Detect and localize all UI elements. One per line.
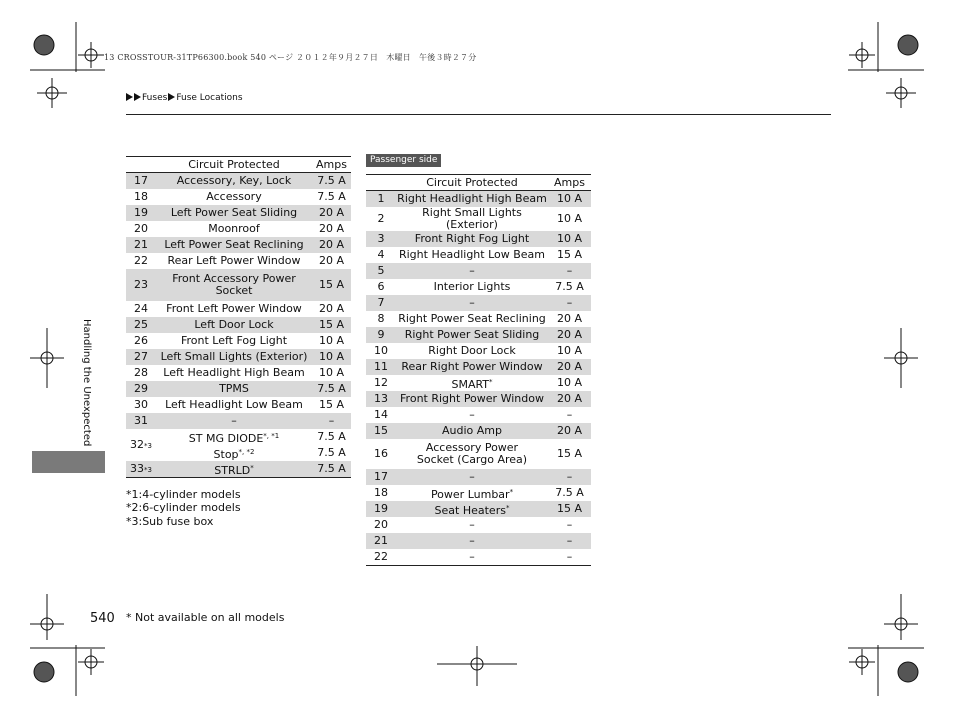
column-header-circuit: Circuit Protected: [156, 157, 312, 173]
circuit-name: [156, 461, 312, 478]
amps-value: 7.5 A: [317, 430, 346, 443]
table-row: [366, 501, 591, 517]
circuit-name: [156, 221, 312, 237]
amps-value: 10 A: [556, 376, 583, 389]
circuit-name: [396, 207, 548, 231]
print-filename: 13 CROSSTOUR-31TP66300.book 540 ページ ２０１２年９月２７日 木曜日 午後３時２７分: [104, 53, 477, 62]
circuit-text: –: [469, 408, 475, 421]
amps-value: 10 A: [318, 334, 345, 347]
table-row: [126, 461, 351, 478]
circuit-name: [396, 279, 548, 295]
column-header-circuit: Circuit Protected: [396, 175, 548, 191]
table-row: [366, 469, 591, 485]
circuit-text: Interior Lights: [433, 280, 511, 293]
circuit-text: Right Headlight Low Beam: [398, 248, 546, 261]
fuse-number: 19: [366, 501, 396, 517]
table-row: [366, 279, 591, 295]
fuse-number: 7: [366, 295, 396, 311]
fuse-number: [126, 461, 156, 478]
fuse-number: 10: [374, 344, 388, 357]
fuse-number: 11: [366, 359, 396, 375]
circuit-text: –: [469, 470, 475, 483]
table-row: [366, 295, 591, 311]
circuit-name: [396, 375, 548, 391]
circuit-text: –: [469, 550, 475, 563]
fuse-number: 27: [126, 349, 156, 365]
table-row: [126, 445, 351, 461]
circuit-text: Left Power Seat Sliding: [170, 206, 298, 219]
footnote-marker: *: [250, 463, 254, 472]
circuit-text: Left Door Lock: [194, 318, 274, 331]
fuse-number: 12: [374, 376, 388, 389]
table-row: [366, 343, 591, 359]
circuit-text: STRLD: [214, 463, 251, 477]
footnote-marker: *, *2: [238, 447, 255, 456]
circuit-name: [396, 359, 548, 375]
circuit-name: [396, 423, 548, 439]
amps-value: –: [566, 518, 573, 531]
column-header-number: [126, 157, 156, 173]
circuit-name: [396, 231, 548, 247]
circuit-text: Right Small Lights (Exterior): [422, 206, 522, 231]
circuit-name: [156, 173, 312, 190]
fuse-number: 30: [134, 398, 148, 411]
circuit-text: –: [469, 518, 475, 531]
table-row: [366, 407, 591, 423]
amps-value: 15 A: [312, 269, 351, 301]
fuse-number: 9: [366, 327, 396, 343]
footnote-marker: *: [505, 503, 510, 512]
circuit-text: Right Door Lock: [428, 344, 516, 357]
circuit-name: [156, 205, 312, 221]
circuit-name: [156, 365, 312, 381]
circuit-text: Rear Left Power Window: [167, 254, 301, 267]
table-row: [126, 173, 351, 190]
footnote-marker: *3: [144, 441, 152, 450]
circuit-name: [396, 485, 548, 501]
amps-value: 20 A: [318, 302, 345, 315]
table-row: [366, 533, 591, 549]
table-row: [366, 517, 591, 533]
fuse-table-a: [126, 156, 351, 478]
fuse-number: 24: [134, 302, 148, 315]
circuit-text: Front Accessory Power Socket: [172, 272, 296, 297]
circuit-name: [396, 533, 548, 549]
amps-value: –: [548, 549, 591, 566]
amps-value: 20 A: [548, 327, 591, 343]
circuit-name: [396, 549, 548, 566]
table-row: [366, 207, 591, 231]
table-row: [126, 429, 351, 445]
amps-value: –: [566, 408, 573, 421]
amps-value: –: [548, 295, 591, 311]
circuit-name: [396, 263, 548, 279]
table-row: [366, 375, 591, 391]
amps-value: 15 A: [556, 248, 583, 261]
circuit-text: Left Power Seat Reclining: [164, 238, 304, 251]
page-number: 540: [90, 611, 115, 626]
side-section-label: Handling the Unexpected: [81, 319, 92, 447]
table-row: [366, 327, 591, 343]
amps-value: 10 A: [556, 344, 583, 357]
amps-value: 7.5 A: [312, 381, 351, 397]
bottom-footnote: * Not available on all models: [126, 611, 285, 624]
amps-value: 15 A: [556, 447, 583, 460]
circuit-text: Stop: [213, 447, 239, 461]
note-item: *2:6-cylinder models: [126, 501, 241, 515]
table-row: [366, 391, 591, 407]
amps-value: 7.5 A: [555, 486, 584, 499]
amps-value: 7.5 A: [317, 190, 346, 203]
fuse-number: 16: [374, 447, 388, 460]
table-row: [126, 333, 351, 349]
amps-value: 20 A: [312, 237, 351, 253]
fuse-number: 17: [366, 469, 396, 485]
table-row: [126, 301, 351, 317]
table-row: [366, 485, 591, 501]
circuit-name: [396, 311, 548, 327]
circuit-text: Right Power Seat Sliding: [404, 328, 540, 341]
circuit-text: Right Power Seat Reclining: [398, 312, 546, 325]
fuse-number: 2: [377, 212, 385, 225]
footnote-marker: *: [489, 377, 493, 386]
circuit-name: [396, 247, 548, 263]
fuse-number: 4: [377, 248, 385, 261]
amps-value: 20 A: [318, 254, 345, 267]
circuit-name: [156, 429, 312, 445]
amps-value: 7.5 A: [312, 173, 351, 190]
amps-value: –: [548, 263, 591, 279]
circuit-name: [396, 191, 548, 208]
amps-value: 15 A: [548, 501, 591, 517]
circuit-text: Left Headlight High Beam: [163, 366, 305, 379]
amps-value: 10 A: [548, 231, 591, 247]
footnote-marker: *3: [144, 465, 152, 474]
circuit-text: –: [469, 264, 475, 277]
fuse-number: 19: [126, 205, 156, 221]
circuit-text: Left Headlight Low Beam: [165, 398, 303, 411]
circuit-text: –: [231, 414, 237, 427]
fuse-number: 23: [126, 269, 156, 301]
fuse-number: 21: [366, 533, 396, 549]
fuse-number: 31: [126, 413, 156, 429]
table-row: [126, 381, 351, 397]
fuse-number: 8: [377, 312, 385, 325]
circuit-name: [156, 317, 312, 333]
note-item: *3:Sub fuse box: [126, 514, 214, 528]
circuit-text: Audio Amp: [442, 424, 502, 437]
circuit-name: [156, 253, 312, 269]
table-row: [366, 231, 591, 247]
table-row: [126, 413, 351, 429]
fuse-number: 13: [366, 391, 396, 407]
circuit-name: [156, 445, 312, 461]
fuse-number: 26: [134, 334, 148, 347]
fuse-number: 29: [126, 381, 156, 397]
circuit-text: –: [469, 296, 475, 309]
fuse-table-b: [366, 174, 591, 566]
table-row: [126, 237, 351, 253]
circuit-text: Seat Heaters: [434, 503, 506, 517]
fuse-number: 20: [134, 222, 148, 235]
circuit-name: [156, 397, 312, 413]
circuit-name: [156, 301, 312, 317]
table-row: [366, 263, 591, 279]
circuit-text: Right Headlight High Beam: [397, 192, 547, 205]
fuse-number: 3: [366, 231, 396, 247]
circuit-name: [156, 237, 312, 253]
circuit-name: [396, 407, 548, 423]
fuse-number: 21: [126, 237, 156, 253]
circuit-text: Accessory, Key, Lock: [176, 174, 292, 187]
table-row: [366, 423, 591, 439]
table-row: [126, 253, 351, 269]
table-row: [126, 189, 351, 205]
fuse-number: 15: [366, 423, 396, 439]
table-row: [126, 269, 351, 301]
arrow-right-icon: [168, 93, 175, 101]
circuit-text: Front Right Power Window: [400, 392, 544, 405]
breadcrumb-item[interactable]: Fuse Locations: [176, 93, 243, 103]
circuit-text: ST MG DIODE: [188, 431, 264, 445]
table-row: [126, 365, 351, 381]
circuit-text: Power Lumbar: [430, 487, 510, 501]
fuse-number: 20: [374, 518, 388, 531]
table-row: [126, 349, 351, 365]
table-row: [366, 191, 591, 208]
fuse-number: 1: [366, 191, 396, 208]
circuit-text: TPMS: [219, 382, 249, 395]
amps-value: 20 A: [556, 312, 583, 325]
table-row: [366, 311, 591, 327]
table-row: [126, 317, 351, 333]
fuse-number: 14: [374, 408, 388, 421]
column-header-amps: Amps: [548, 175, 591, 191]
circuit-text: Moonroof: [208, 222, 260, 235]
amps-value: 20 A: [312, 205, 351, 221]
breadcrumb-item[interactable]: Fuses: [142, 93, 168, 103]
fuse-number: 5: [366, 263, 396, 279]
fuse-number: [126, 429, 156, 461]
circuit-name: [396, 439, 548, 469]
table-row: [366, 439, 591, 469]
fuse-number-text: 32: [130, 437, 145, 451]
fuse-number: 17: [126, 173, 156, 190]
amps-value: 20 A: [318, 222, 345, 235]
table-notes: [126, 488, 241, 528]
amps-value: 15 A: [312, 317, 351, 333]
fuse-number: 28: [134, 366, 148, 379]
note-item: *1:4-cylinder models: [126, 488, 241, 501]
amps-value: 10 A: [548, 191, 591, 208]
amps-value: 7.5 A: [555, 280, 584, 293]
column-header-number: [366, 175, 396, 191]
fuse-number-text: 33: [130, 461, 145, 475]
footnote-marker: *, *1: [263, 431, 280, 440]
amps-value: –: [312, 413, 351, 429]
fuse-number: 22: [134, 254, 148, 267]
circuit-text: Front Right Fog Light: [414, 232, 530, 245]
fuse-number: 6: [377, 280, 385, 293]
circuit-name: [156, 333, 312, 349]
amps-value: 7.5 A: [317, 446, 346, 459]
circuit-name: [156, 413, 312, 429]
footnote-marker: *: [509, 487, 514, 496]
circuit-name: [396, 295, 548, 311]
circuit-name: [396, 343, 548, 359]
fuse-number: 18: [134, 190, 148, 203]
amps-value: 20 A: [548, 391, 591, 407]
amps-value: 10 A: [318, 366, 345, 379]
header-rule: [126, 114, 831, 115]
circuit-text: Front Left Power Window: [166, 302, 302, 315]
circuit-text: –: [469, 534, 475, 547]
side-section-tab: [32, 451, 105, 473]
circuit-text: Front Left Fog Light: [180, 334, 288, 347]
circuit-text: Left Small Lights (Exterior): [160, 350, 308, 363]
arrow-right-icon: [126, 93, 133, 101]
amps-value: 10 A: [312, 349, 351, 365]
column-header-amps: Amps: [312, 157, 351, 173]
table-row: [366, 549, 591, 566]
fuse-number: 25: [126, 317, 156, 333]
circuit-name: [156, 269, 312, 301]
arrow-right-icon: [134, 93, 141, 101]
amps-value: 7.5 A: [312, 461, 351, 478]
circuit-name: [396, 469, 548, 485]
circuit-name: [156, 381, 312, 397]
circuit-name: [396, 391, 548, 407]
amps-value: 15 A: [318, 398, 345, 411]
amps-value: –: [548, 469, 591, 485]
table-row: [126, 221, 351, 237]
passenger-side-label: Passenger side: [366, 154, 441, 167]
circuit-name: [156, 189, 312, 205]
amps-value: 10 A: [556, 212, 583, 225]
breadcrumb: [126, 93, 243, 103]
amps-value: –: [548, 533, 591, 549]
table-row: [126, 397, 351, 413]
amps-value: 20 A: [548, 423, 591, 439]
circuit-name: [396, 501, 548, 517]
circuit-name: [396, 327, 548, 343]
amps-value: 20 A: [548, 359, 591, 375]
table-row: [126, 205, 351, 221]
circuit-name: [396, 517, 548, 533]
circuit-text: Accessory: [206, 190, 262, 203]
circuit-text: Rear Right Power Window: [401, 360, 543, 373]
table-row: [366, 359, 591, 375]
fuse-number: 22: [366, 549, 396, 566]
fuse-number: 18: [374, 486, 388, 499]
circuit-text: Accessory Power Socket (Cargo Area): [416, 441, 528, 466]
circuit-text: SMART: [451, 377, 490, 391]
table-row: [366, 247, 591, 263]
circuit-name: [156, 349, 312, 365]
